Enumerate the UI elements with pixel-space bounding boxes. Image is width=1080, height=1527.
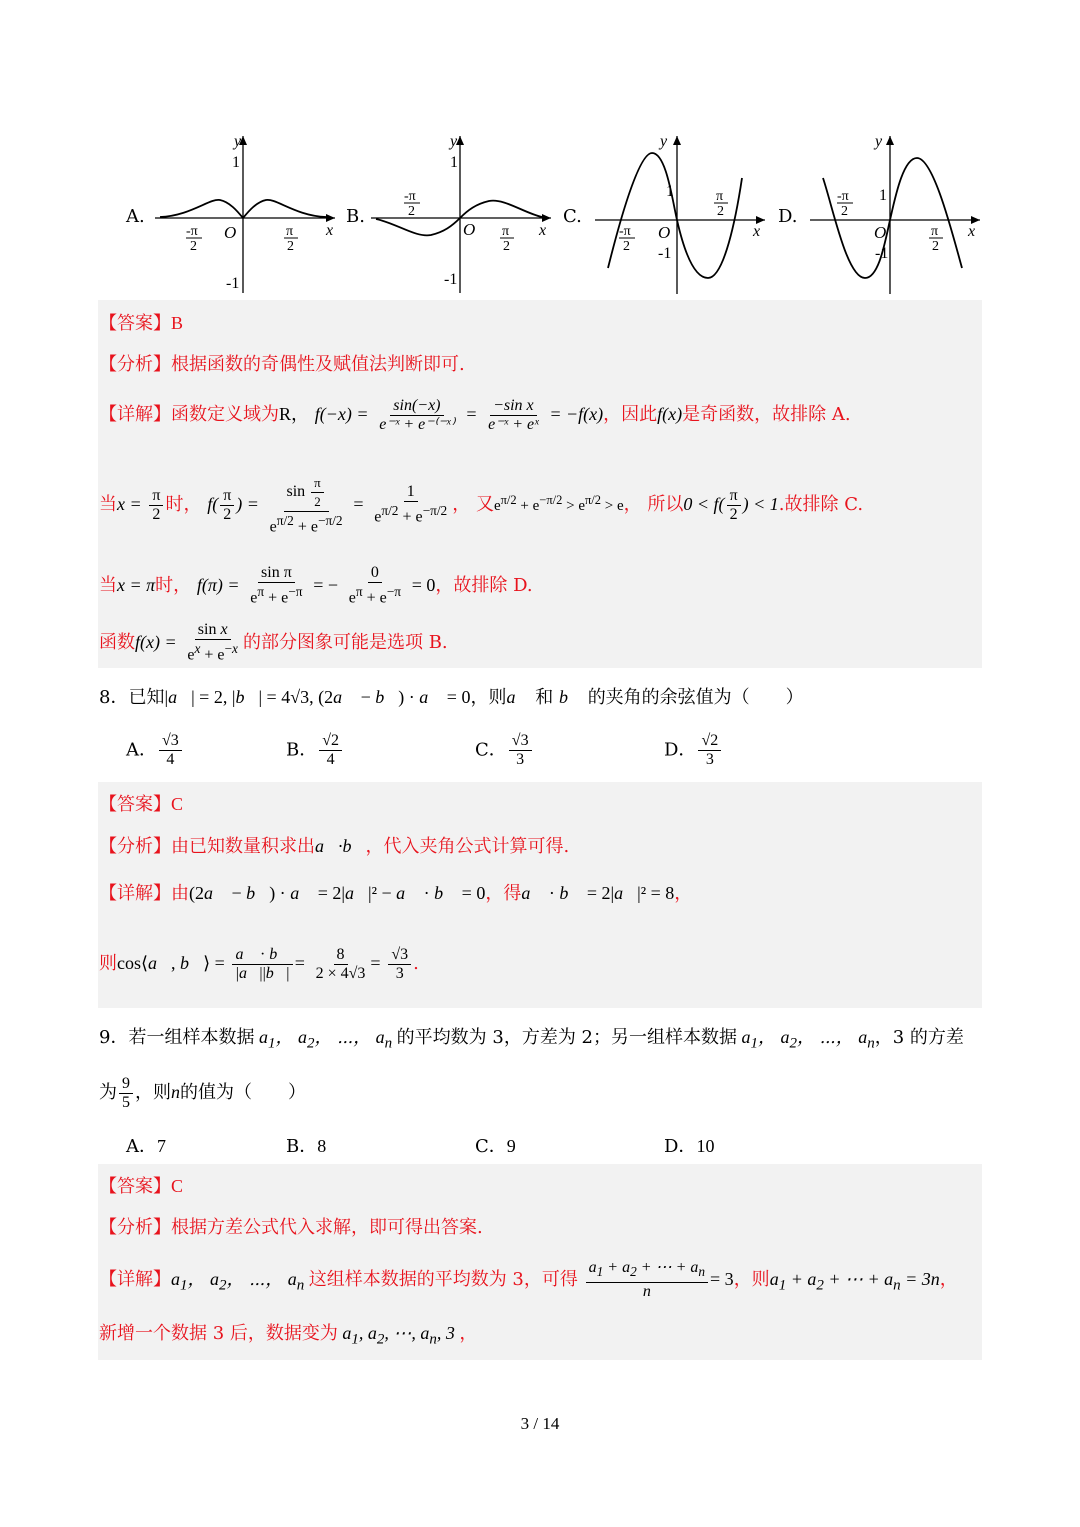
detail-text: ， xyxy=(674,883,693,904)
q8-answer-line xyxy=(99,793,183,816)
tick-neg-one: -1 xyxy=(658,245,672,262)
q9-answer-line xyxy=(99,1175,183,1198)
graph-c xyxy=(590,128,770,298)
q7-answer-line xyxy=(99,312,183,335)
formula-f-neg-x: f(−x) = xyxy=(314,404,369,424)
formula: = −f(x) xyxy=(549,404,604,424)
tick-pi: π xyxy=(502,224,510,239)
detail-text: 当 xyxy=(99,494,117,515)
denominator: e⁻ˣ + eˣ xyxy=(488,415,539,433)
q7-detail-line-4: 函数f(x) = $\frac{\text{sin x}}{e^x + e^{-x}}$ 的部分图象可能是选项 B. xyxy=(99,621,448,664)
q8-stem: 8．已知|a⃗| = 2, |b⃗| = 4√3, (2a⃗ − b⃗) · a⃗ = 0，则a⃗ 和 b⃗ 的夹角的余弦值为（ ） xyxy=(99,687,804,708)
fraction: $\frac{\text{sin π}}{e^\pi + e^{-\pi}}$ xyxy=(250,564,303,607)
question-text: 和 xyxy=(535,687,554,708)
axis-x-label: x xyxy=(753,223,761,240)
option-label: A． xyxy=(126,739,157,761)
q8-analysis-line: 【分析】由已知数量积求出a⃗·b⃗，代入夹角公式计算可得. xyxy=(99,836,570,857)
answer-tag: 【答案】 xyxy=(99,1176,171,1197)
q9-detail-line-1: 【详解】$a_1$， $a_2$， ⋯， $a_n$ 这组样本数据的平均数为 3，可得 $\frac{a_1 + a_2 + \cdots + a_n}{n}$ = 3，则$a_1 + a_2$ + ⋯ + $a_n = 3n$， xyxy=(99,1259,958,1300)
axis-y-label: y xyxy=(450,133,458,150)
fraction: $\frac{a⃗ \cdot b⃗}{|a⃗||b⃗|}$ xyxy=(232,946,292,983)
option-value: 7 xyxy=(157,1136,166,1156)
q7-detail-line-3: 当x = π时， f(π) = $\frac{\text{sin π}}{e^\pi + e^{-\pi}}$ = − $\frac{0}{e^\pi + e^{-\pi}}$ = 0，故排除 D. xyxy=(99,564,533,607)
answer-value: C xyxy=(171,1176,184,1196)
fraction xyxy=(376,397,457,434)
answer-value: C xyxy=(171,794,184,814)
detail-text: ，得 xyxy=(485,883,522,904)
q7-detail-line-2: 当x = $\frac{\pi}{2}$ 时， f( $\frac{\pi}{2}$ ) = sin $\frac{\pi}{2}$ $e^{\pi/2} + e^{-\pi/2}$ = $\frac{1}{e^{\pi/2} + e^{-\pi/2}}$ ， 又$e^{\pi/2} + e^{-\pi/2} > e^{\pi/2} > e$， 所以0 < f( $\frac{\pi}{2}$ ) < 1.故排除 C. xyxy=(99,474,864,536)
q9-option-d[interactable] xyxy=(664,1132,714,1158)
analysis-tag: 【分析】 xyxy=(99,354,171,375)
graph-option-label: D. xyxy=(778,206,798,227)
detail-tag: 【详解】 xyxy=(99,883,171,904)
numerator: √3 xyxy=(509,732,532,751)
tick-one: 1 xyxy=(232,154,240,171)
page-number: 3 / 14 xyxy=(520,1414,560,1433)
detail-text: 当 xyxy=(99,575,117,596)
denominator: 2 xyxy=(729,505,738,523)
graph-option-label: A. xyxy=(126,206,145,227)
option-value xyxy=(159,732,182,769)
denominator: 4 xyxy=(166,751,175,768)
detail-text: 故排除 D. xyxy=(453,575,533,596)
denominator: e⁻ˣ + e⁻⁽⁻ˣ⁾ xyxy=(379,415,455,433)
q9-stem-line-2: 为 $\frac{9}{5}$ ，则n的值为（ ） xyxy=(99,1074,306,1111)
fraction: $\frac{1}{e^{\pi/2} + e^{-\pi/2}}$ xyxy=(374,483,448,526)
numerator: 9 xyxy=(119,1075,133,1094)
q9-detail-line-2: 新增一个数据 3 后，数据变为 $a_1$, $a_2$, ⋯, $a_n$, 3 ， xyxy=(99,1323,478,1348)
option-value xyxy=(509,732,532,769)
numerator: π xyxy=(727,487,741,506)
numerator: sin(−x) xyxy=(390,397,443,416)
q9-option-b[interactable] xyxy=(286,1132,326,1158)
graph-option-label: B. xyxy=(346,206,365,227)
tick-neg-pi: -π xyxy=(837,189,849,204)
option-value: 8 xyxy=(317,1136,327,1156)
analysis-tag: 【分析】 xyxy=(99,1217,171,1238)
detail-text: 则 xyxy=(99,953,117,974)
axis-y-label: y xyxy=(875,133,883,150)
q7-detail-line-1: 【详解】函数定义域为R， f(−x) = $\frac{\sin(-x)}{\text{e⁻ˣ + e⁻⁽⁻ˣ⁾}}$ = $\frac{\text{−sin x}}{\text{e⁻ˣ + eˣ}}$ = −f(x)，因此f(x)是奇函数，故排除 A. xyxy=(99,396,851,433)
origin-label: O xyxy=(874,223,887,242)
detail-text: 新增一个数据 3 后，数据变为 xyxy=(99,1323,338,1344)
q8-detail-line-1: 【详解】由(2a⃗ − b⃗) · a⃗ = 2|a⃗|² − a⃗ · b⃗ = 0，得a⃗ · b⃗ = 2|a⃗|² = 8， xyxy=(99,883,693,904)
question-text: 为 xyxy=(99,1082,117,1103)
detail-text: .故排除 C. xyxy=(778,494,864,515)
detail-text: 时， xyxy=(155,575,192,596)
origin-label: O xyxy=(224,223,237,242)
option-label: B． xyxy=(286,739,318,761)
q8-detail-line-2: 则cos⟨a⃗, b⃗⟩ = $\frac{a⃗ \cdot b⃗}{|a⃗||b⃗|}$ = $\frac{8}{2 \times 4√3}$ = $\frac{√3}{3}$ . xyxy=(99,945,419,982)
question-text: ，则 xyxy=(135,1082,171,1103)
answer-tag: 【答案】 xyxy=(99,313,171,334)
fraction xyxy=(727,487,741,524)
domain-r: R， xyxy=(279,404,310,424)
fraction: $\frac{8}{2 \times 4√3}$ xyxy=(315,945,366,982)
option-value xyxy=(319,732,342,769)
answer-value: B xyxy=(171,313,184,333)
numerator: −sin x xyxy=(490,397,537,416)
detail-text: 函数定义域为 xyxy=(171,404,279,425)
tick-neg-one: -1 xyxy=(226,275,240,292)
answer-tag: 【答案】 xyxy=(99,794,171,815)
detail-text: 由 xyxy=(171,883,189,904)
q8-option-a[interactable] xyxy=(126,732,184,769)
formula: x = π xyxy=(117,575,156,595)
analysis-text: 由已知数量积求出 xyxy=(171,836,315,857)
tick-pi: π xyxy=(716,189,724,204)
detail-text: ，则 xyxy=(733,1269,770,1290)
tick-two: 2 xyxy=(287,239,294,254)
detail-tag: 【详解】 xyxy=(99,1269,171,1290)
fraction: $\frac{0}{e^\pi + e^{-\pi}}$ xyxy=(348,564,401,607)
denominator: 4 xyxy=(326,751,335,768)
tick-pi: π xyxy=(286,224,294,239)
detail-text: 是奇函数，故排除 A. xyxy=(682,404,851,425)
q9-analysis-line xyxy=(99,1217,483,1239)
question-text: 9．若一组样本数据 xyxy=(99,1027,255,1048)
axis-x-label: x xyxy=(539,222,547,239)
formula: x = xyxy=(117,494,142,514)
fraction: $\frac{√3}{3}$ xyxy=(388,946,411,983)
q7-analysis-line xyxy=(99,354,465,376)
q8-option-b[interactable] xyxy=(286,732,344,769)
denominator: 5 xyxy=(122,1093,130,1111)
tick-neg-pi: -π xyxy=(619,224,631,239)
axis-x-label: x xyxy=(326,222,334,239)
axis-y-label: y xyxy=(234,133,242,150)
tick-neg-pi: -π xyxy=(404,189,416,204)
axis-y-label: y xyxy=(660,133,668,150)
tick-one: 1 xyxy=(879,187,887,204)
detail-text: 时， xyxy=(165,494,202,515)
tick-one: 1 xyxy=(666,183,674,200)
option-value: 9 xyxy=(506,1136,516,1156)
question-text: 的值为（ ） xyxy=(180,1082,306,1103)
option-value: 10 xyxy=(696,1136,715,1156)
q9-stem-line-1: 9．若一组样本数据 $a_1$， $a_2$， ⋯， $a_n$ 的平均数为 3，方差为 2；另一组样本数据 $a_1$， $a_2$， ⋯， $a_n$，3 的方差 xyxy=(99,1027,964,1052)
tick-two: 2 xyxy=(932,239,939,254)
option-value xyxy=(698,732,721,769)
option-label: A． xyxy=(126,1136,157,1157)
axis-x-label: x xyxy=(968,223,976,240)
analysis-tag: 【分析】 xyxy=(99,836,171,857)
q9-option-c[interactable] xyxy=(475,1132,516,1158)
analysis-text: 根据函数的奇偶性及赋值法判断即可. xyxy=(171,354,465,375)
numerator: √2 xyxy=(698,732,721,751)
tick-two: 2 xyxy=(503,239,510,254)
detail-text: ， xyxy=(939,1269,958,1290)
tick-neg-one: -1 xyxy=(875,245,889,262)
denominator: 2 xyxy=(314,493,321,509)
detail-text: ，因此 xyxy=(603,404,658,425)
detail-text: 所以 xyxy=(647,494,684,515)
numerator: √2 xyxy=(319,732,342,751)
fraction xyxy=(485,397,541,434)
numerator: √3 xyxy=(159,732,182,751)
tick-two: 2 xyxy=(408,204,415,219)
graph-b xyxy=(366,128,556,298)
tick-one: 1 xyxy=(450,154,458,171)
question-text: 的平均数为 3，方差为 2；另一组样本数据 xyxy=(396,1027,738,1048)
detail-text: 的部分图象可能是选项 B. xyxy=(242,632,448,653)
numerator: π xyxy=(220,487,234,506)
tick-pi: π xyxy=(931,224,939,239)
tick-two: 2 xyxy=(190,239,197,254)
option-label: C． xyxy=(475,739,507,761)
option-label: D． xyxy=(664,1136,697,1157)
origin-label: O xyxy=(658,223,671,242)
formula: f(x) xyxy=(657,404,683,424)
fraction xyxy=(119,1075,133,1112)
detail-text: 函数 xyxy=(99,632,135,653)
question-text: ，3 的方差 xyxy=(874,1027,964,1048)
detail-text: 这组样本数据的平均数为 3，可得 xyxy=(308,1269,578,1290)
fraction: $\frac{a_1 + a_2 + \cdots + a_n}{n}$ xyxy=(586,1259,708,1300)
option-label: D． xyxy=(664,739,697,761)
fraction xyxy=(220,487,234,524)
denominator: 3 xyxy=(705,751,714,768)
tick-neg-one: -1 xyxy=(444,271,458,288)
graph-a xyxy=(150,128,340,298)
fraction xyxy=(149,487,163,524)
fraction: $\frac{\text{sin x}}{e^x + e^{-x}}$ xyxy=(187,621,238,664)
denominator: 2 xyxy=(223,505,232,523)
tick-two: 2 xyxy=(841,204,848,219)
fraction: sin $\frac{\pi}{2}$ $e^{\pi/2} + e^{-\pi/2}$ xyxy=(269,474,343,536)
detail-tag: 【详解】 xyxy=(99,404,171,425)
graph-d xyxy=(805,128,985,298)
tick-two: 2 xyxy=(717,204,724,219)
question-text: 则 xyxy=(488,687,507,708)
denominator: 2 xyxy=(152,505,161,523)
analysis-text: ，代入夹角公式计算可得. xyxy=(365,836,570,857)
tick-neg-pi: -π xyxy=(186,224,198,239)
numerator: π xyxy=(149,487,163,506)
denominator: 3 xyxy=(516,751,525,768)
numerator: π xyxy=(311,474,324,493)
tick-two: 2 xyxy=(623,239,630,254)
option-label: B． xyxy=(286,1136,318,1157)
origin-label: O xyxy=(463,220,476,239)
question-text: 8．已知 xyxy=(99,687,165,708)
q9-option-a[interactable] xyxy=(126,1132,166,1158)
graph-option-label: C. xyxy=(563,206,582,227)
analysis-text: 根据方差公式代入求解，即可得出答案. xyxy=(171,1217,483,1238)
q8-option-c[interactable] xyxy=(475,732,534,769)
detail-text: 又 xyxy=(475,494,494,515)
q8-option-d[interactable] xyxy=(664,732,723,769)
option-label: C． xyxy=(475,1136,507,1157)
question-text: 的夹角的余弦值为（ ） xyxy=(587,687,804,708)
detail-text: ， xyxy=(459,1323,478,1344)
